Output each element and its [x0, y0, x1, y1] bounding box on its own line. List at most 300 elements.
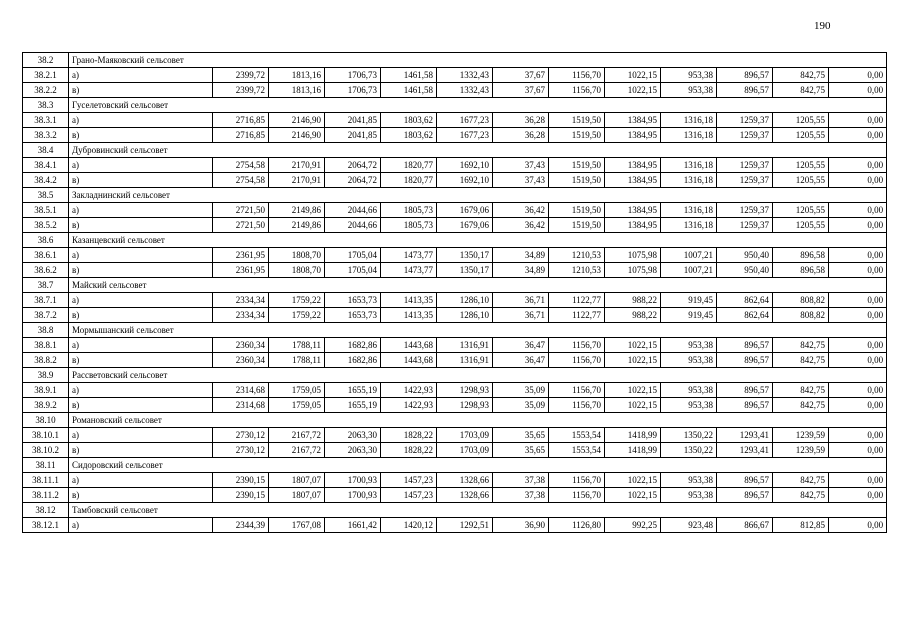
- value-cell: 1122,77: [549, 293, 605, 308]
- table-row: [23, 113, 887, 128]
- row-label: а): [69, 338, 213, 353]
- value-cell: 0,00: [829, 338, 887, 353]
- value-cell: 36,42: [493, 218, 549, 233]
- row-label: а): [69, 248, 213, 263]
- value-cell: 1384,95: [605, 218, 661, 233]
- value-cell: 1122,77: [549, 308, 605, 323]
- value-cell: 2361,95: [213, 248, 269, 263]
- section-name: Гуселетовский сельсовет: [69, 98, 887, 113]
- value-cell: 37,43: [493, 173, 549, 188]
- value-cell: 919,45: [661, 308, 717, 323]
- value-cell: 0,00: [829, 203, 887, 218]
- value-cell: 2167,72: [269, 443, 325, 458]
- value-cell: 1803,62: [381, 113, 437, 128]
- value-cell: 1384,95: [605, 158, 661, 173]
- value-cell: 842,75: [773, 83, 829, 98]
- value-cell: 1350,22: [661, 428, 717, 443]
- value-cell: 1259,37: [717, 113, 773, 128]
- value-cell: 1820,77: [381, 173, 437, 188]
- section-code: 38.10: [23, 413, 69, 428]
- table-row: [23, 128, 887, 143]
- table-row: [23, 293, 887, 308]
- value-cell: 36,90: [493, 518, 549, 533]
- value-cell: 1807,07: [269, 488, 325, 503]
- row-code: 38.8.1: [23, 338, 69, 353]
- value-cell: 1350,22: [661, 443, 717, 458]
- section-row: [23, 413, 887, 428]
- value-cell: 1156,70: [549, 398, 605, 413]
- table-row: [23, 488, 887, 503]
- value-cell: 1473,77: [381, 263, 437, 278]
- value-cell: 1461,58: [381, 83, 437, 98]
- value-cell: 842,75: [773, 383, 829, 398]
- section-row: [23, 503, 887, 518]
- value-cell: 1022,15: [605, 473, 661, 488]
- value-cell: 1553,54: [549, 428, 605, 443]
- row-label: в): [69, 218, 213, 233]
- value-cell: 1679,06: [437, 203, 493, 218]
- value-cell: 2170,91: [269, 158, 325, 173]
- value-cell: 1293,41: [717, 428, 773, 443]
- value-cell: 1022,15: [605, 338, 661, 353]
- section-code: 38.4: [23, 143, 69, 158]
- value-cell: 896,57: [717, 398, 773, 413]
- value-cell: 1328,66: [437, 488, 493, 503]
- row-label: в): [69, 128, 213, 143]
- value-cell: 1205,55: [773, 203, 829, 218]
- value-cell: 2064,72: [325, 173, 381, 188]
- value-cell: 842,75: [773, 68, 829, 83]
- value-cell: 1422,93: [381, 398, 437, 413]
- value-cell: 1682,86: [325, 338, 381, 353]
- section-code: 38.2: [23, 53, 69, 68]
- value-cell: 1661,42: [325, 518, 381, 533]
- value-cell: 896,57: [717, 473, 773, 488]
- section-code: 38.11: [23, 458, 69, 473]
- value-cell: 1286,10: [437, 308, 493, 323]
- value-cell: 1788,11: [269, 338, 325, 353]
- value-cell: 842,75: [773, 338, 829, 353]
- value-cell: 953,38: [661, 383, 717, 398]
- value-cell: 2149,86: [269, 203, 325, 218]
- row-code: 38.11.1: [23, 473, 69, 488]
- value-cell: 1420,12: [381, 518, 437, 533]
- value-cell: 842,75: [773, 473, 829, 488]
- value-cell: 1759,05: [269, 398, 325, 413]
- value-cell: 896,57: [717, 353, 773, 368]
- value-cell: 0,00: [829, 218, 887, 233]
- value-cell: 1316,18: [661, 203, 717, 218]
- value-cell: 1692,10: [437, 158, 493, 173]
- row-code: 38.9.1: [23, 383, 69, 398]
- value-cell: 1677,23: [437, 113, 493, 128]
- value-cell: 2334,34: [213, 293, 269, 308]
- value-cell: 1679,06: [437, 218, 493, 233]
- value-cell: 1413,35: [381, 293, 437, 308]
- value-cell: 1286,10: [437, 293, 493, 308]
- value-cell: 1298,93: [437, 383, 493, 398]
- value-cell: 1759,22: [269, 308, 325, 323]
- table-row: [23, 308, 887, 323]
- row-code: 38.9.2: [23, 398, 69, 413]
- row-code: 38.12.1: [23, 518, 69, 533]
- section-row: [23, 278, 887, 293]
- value-cell: 1828,22: [381, 443, 437, 458]
- table-row: [23, 383, 887, 398]
- value-cell: 1022,15: [605, 398, 661, 413]
- value-cell: 37,38: [493, 473, 549, 488]
- value-cell: 1156,70: [549, 83, 605, 98]
- value-cell: 1205,55: [773, 158, 829, 173]
- value-cell: 1519,50: [549, 158, 605, 173]
- value-cell: 1655,19: [325, 383, 381, 398]
- value-cell: 0,00: [829, 518, 887, 533]
- value-cell: 1384,95: [605, 173, 661, 188]
- value-cell: 1022,15: [605, 353, 661, 368]
- value-cell: 1022,15: [605, 383, 661, 398]
- section-code: 38.5: [23, 188, 69, 203]
- value-cell: 1316,18: [661, 218, 717, 233]
- row-code: 38.5.1: [23, 203, 69, 218]
- section-name: Сидоровский сельсовет: [69, 458, 887, 473]
- row-label: а): [69, 158, 213, 173]
- table-row: [23, 248, 887, 263]
- value-cell: 1692,10: [437, 173, 493, 188]
- row-code: 38.6.1: [23, 248, 69, 263]
- value-cell: 1461,58: [381, 68, 437, 83]
- section-name: Мормышанский сельсовет: [69, 323, 887, 338]
- value-cell: 842,75: [773, 398, 829, 413]
- value-cell: 2754,58: [213, 158, 269, 173]
- section-row: [23, 143, 887, 158]
- value-cell: 2730,12: [213, 428, 269, 443]
- value-cell: 953,38: [661, 398, 717, 413]
- table-row: [23, 473, 887, 488]
- value-cell: 34,89: [493, 248, 549, 263]
- value-cell: 1457,23: [381, 488, 437, 503]
- value-cell: 0,00: [829, 173, 887, 188]
- value-cell: 2149,86: [269, 218, 325, 233]
- value-cell: 1022,15: [605, 68, 661, 83]
- value-cell: 1519,50: [549, 113, 605, 128]
- value-cell: 0,00: [829, 308, 887, 323]
- section-code: 38.7: [23, 278, 69, 293]
- value-cell: 1259,37: [717, 158, 773, 173]
- value-cell: 1205,55: [773, 173, 829, 188]
- value-cell: 35,65: [493, 443, 549, 458]
- value-cell: 35,65: [493, 428, 549, 443]
- value-cell: 0,00: [829, 428, 887, 443]
- section-name: Грано-Маяковский сельсовет: [69, 53, 887, 68]
- value-cell: 1705,04: [325, 263, 381, 278]
- value-cell: 0,00: [829, 263, 887, 278]
- value-cell: 1700,93: [325, 473, 381, 488]
- value-cell: 1007,21: [661, 248, 717, 263]
- value-cell: 2044,66: [325, 218, 381, 233]
- value-cell: 1703,09: [437, 428, 493, 443]
- value-cell: 953,38: [661, 488, 717, 503]
- value-cell: 1350,17: [437, 263, 493, 278]
- row-code: 38.3.2: [23, 128, 69, 143]
- value-cell: 919,45: [661, 293, 717, 308]
- row-code: 38.7.2: [23, 308, 69, 323]
- value-cell: 988,22: [605, 293, 661, 308]
- value-cell: 842,75: [773, 353, 829, 368]
- row-code: 38.6.2: [23, 263, 69, 278]
- value-cell: 2390,15: [213, 488, 269, 503]
- value-cell: 1808,70: [269, 263, 325, 278]
- value-cell: 0,00: [829, 293, 887, 308]
- value-cell: 1156,70: [549, 338, 605, 353]
- value-cell: 2167,72: [269, 428, 325, 443]
- value-cell: 896,57: [717, 488, 773, 503]
- value-cell: 2041,85: [325, 113, 381, 128]
- value-cell: 1259,37: [717, 173, 773, 188]
- value-cell: 953,38: [661, 473, 717, 488]
- value-cell: 2146,90: [269, 113, 325, 128]
- value-cell: 1803,62: [381, 128, 437, 143]
- row-label: в): [69, 83, 213, 98]
- value-cell: 1805,73: [381, 203, 437, 218]
- value-cell: 0,00: [829, 248, 887, 263]
- row-label: а): [69, 293, 213, 308]
- value-cell: 842,75: [773, 488, 829, 503]
- row-label: в): [69, 353, 213, 368]
- section-row: [23, 188, 887, 203]
- value-cell: 36,42: [493, 203, 549, 218]
- value-cell: 2716,85: [213, 128, 269, 143]
- value-cell: 1156,70: [549, 473, 605, 488]
- value-cell: 1316,18: [661, 113, 717, 128]
- value-cell: 2360,34: [213, 338, 269, 353]
- value-cell: 1332,43: [437, 68, 493, 83]
- row-code: 38.7.1: [23, 293, 69, 308]
- value-cell: 37,43: [493, 158, 549, 173]
- section-name: Романовский сельсовет: [69, 413, 887, 428]
- value-cell: 1350,17: [437, 248, 493, 263]
- row-label: а): [69, 113, 213, 128]
- value-cell: 1413,35: [381, 308, 437, 323]
- value-cell: 37,67: [493, 68, 549, 83]
- value-cell: 1205,55: [773, 218, 829, 233]
- value-cell: 866,67: [717, 518, 773, 533]
- value-cell: 1422,93: [381, 383, 437, 398]
- section-name: Рассветовский сельсовет: [69, 368, 887, 383]
- value-cell: 1805,73: [381, 218, 437, 233]
- value-cell: 953,38: [661, 338, 717, 353]
- section-row: [23, 53, 887, 68]
- value-cell: 1239,59: [773, 428, 829, 443]
- value-cell: 950,40: [717, 263, 773, 278]
- value-cell: 896,57: [717, 68, 773, 83]
- value-cell: 1519,50: [549, 218, 605, 233]
- value-cell: 1210,53: [549, 263, 605, 278]
- value-cell: 2146,90: [269, 128, 325, 143]
- value-cell: 1316,91: [437, 353, 493, 368]
- value-cell: 2044,66: [325, 203, 381, 218]
- table-row: [23, 518, 887, 533]
- value-cell: 1653,73: [325, 308, 381, 323]
- value-cell: 1156,70: [549, 68, 605, 83]
- value-cell: 1332,43: [437, 83, 493, 98]
- value-cell: 1655,19: [325, 398, 381, 413]
- value-cell: 2063,30: [325, 428, 381, 443]
- value-cell: 896,57: [717, 83, 773, 98]
- value-cell: 1700,93: [325, 488, 381, 503]
- value-cell: 2399,72: [213, 83, 269, 98]
- value-cell: 1075,98: [605, 248, 661, 263]
- section-row: [23, 98, 887, 113]
- value-cell: 2064,72: [325, 158, 381, 173]
- value-cell: 1519,50: [549, 128, 605, 143]
- value-cell: 953,38: [661, 83, 717, 98]
- value-cell: 2063,30: [325, 443, 381, 458]
- row-label: в): [69, 443, 213, 458]
- table-row: [23, 263, 887, 278]
- value-cell: 862,64: [717, 293, 773, 308]
- value-cell: 1813,16: [269, 83, 325, 98]
- value-cell: 992,25: [605, 518, 661, 533]
- value-cell: 1156,70: [549, 383, 605, 398]
- value-cell: 1553,54: [549, 443, 605, 458]
- row-code: 38.8.2: [23, 353, 69, 368]
- value-cell: 1828,22: [381, 428, 437, 443]
- value-cell: 1457,23: [381, 473, 437, 488]
- value-cell: 1316,18: [661, 158, 717, 173]
- row-label: в): [69, 308, 213, 323]
- value-cell: 2721,50: [213, 218, 269, 233]
- value-cell: 1259,37: [717, 203, 773, 218]
- value-cell: 1259,37: [717, 218, 773, 233]
- row-code: 38.11.2: [23, 488, 69, 503]
- table-row: [23, 398, 887, 413]
- row-code: 38.5.2: [23, 218, 69, 233]
- value-cell: 896,58: [773, 263, 829, 278]
- value-cell: 1682,86: [325, 353, 381, 368]
- value-cell: 0,00: [829, 443, 887, 458]
- table-row: [23, 218, 887, 233]
- row-label: а): [69, 203, 213, 218]
- value-cell: 812,85: [773, 518, 829, 533]
- value-cell: 953,38: [661, 353, 717, 368]
- value-cell: 1292,51: [437, 518, 493, 533]
- value-cell: 862,64: [717, 308, 773, 323]
- value-cell: 1759,22: [269, 293, 325, 308]
- value-cell: 0,00: [829, 83, 887, 98]
- row-label: в): [69, 398, 213, 413]
- value-cell: 1259,37: [717, 128, 773, 143]
- value-cell: 1316,18: [661, 173, 717, 188]
- value-cell: 1788,11: [269, 353, 325, 368]
- value-cell: 896,57: [717, 338, 773, 353]
- value-cell: 988,22: [605, 308, 661, 323]
- row-code: 38.10.2: [23, 443, 69, 458]
- value-cell: 1759,05: [269, 383, 325, 398]
- value-cell: 2721,50: [213, 203, 269, 218]
- row-code: 38.2.2: [23, 83, 69, 98]
- value-cell: 0,00: [829, 488, 887, 503]
- value-cell: 1205,55: [773, 128, 829, 143]
- table-row: [23, 173, 887, 188]
- section-code: 38.12: [23, 503, 69, 518]
- value-cell: 808,82: [773, 293, 829, 308]
- value-cell: 2314,68: [213, 398, 269, 413]
- section-name: Майский сельсовет: [69, 278, 887, 293]
- value-cell: 1075,98: [605, 263, 661, 278]
- row-label: а): [69, 383, 213, 398]
- value-cell: 1767,08: [269, 518, 325, 533]
- value-cell: 2399,72: [213, 68, 269, 83]
- value-cell: 1706,73: [325, 83, 381, 98]
- value-cell: 1239,59: [773, 443, 829, 458]
- table-row: [23, 203, 887, 218]
- table-row: [23, 428, 887, 443]
- value-cell: 1328,66: [437, 473, 493, 488]
- value-cell: 0,00: [829, 383, 887, 398]
- table-row: [23, 83, 887, 98]
- section-code: 38.9: [23, 368, 69, 383]
- value-cell: 1205,55: [773, 113, 829, 128]
- value-cell: 2344,39: [213, 518, 269, 533]
- table-row: [23, 443, 887, 458]
- value-cell: 1210,53: [549, 248, 605, 263]
- value-cell: 0,00: [829, 68, 887, 83]
- value-cell: 1820,77: [381, 158, 437, 173]
- value-cell: 1022,15: [605, 488, 661, 503]
- value-cell: 36,28: [493, 128, 549, 143]
- value-cell: 35,09: [493, 383, 549, 398]
- row-label: а): [69, 518, 213, 533]
- row-code: 38.4.1: [23, 158, 69, 173]
- table-row: [23, 353, 887, 368]
- value-cell: 36,71: [493, 293, 549, 308]
- section-row: [23, 368, 887, 383]
- value-cell: 1126,80: [549, 518, 605, 533]
- section-code: 38.3: [23, 98, 69, 113]
- value-cell: 2716,85: [213, 113, 269, 128]
- section-name: Дубровинский сельсовет: [69, 143, 887, 158]
- value-cell: 1418,99: [605, 428, 661, 443]
- value-cell: 1156,70: [549, 353, 605, 368]
- value-cell: 1519,50: [549, 173, 605, 188]
- row-code: 38.4.2: [23, 173, 69, 188]
- section-row: [23, 323, 887, 338]
- value-cell: 2334,34: [213, 308, 269, 323]
- value-cell: 896,58: [773, 248, 829, 263]
- row-label: а): [69, 428, 213, 443]
- value-cell: 1022,15: [605, 83, 661, 98]
- value-cell: 0,00: [829, 353, 887, 368]
- row-label: в): [69, 488, 213, 503]
- value-cell: 1473,77: [381, 248, 437, 263]
- row-code: 38.10.1: [23, 428, 69, 443]
- value-cell: 1316,91: [437, 338, 493, 353]
- row-label: а): [69, 68, 213, 83]
- table-row: [23, 68, 887, 83]
- section-row: [23, 458, 887, 473]
- value-cell: 1156,70: [549, 488, 605, 503]
- value-cell: 1298,93: [437, 398, 493, 413]
- value-cell: 36,47: [493, 338, 549, 353]
- value-cell: 1316,18: [661, 128, 717, 143]
- value-cell: 896,57: [717, 383, 773, 398]
- value-cell: 36,28: [493, 113, 549, 128]
- tariff-table: [22, 52, 887, 533]
- value-cell: 808,82: [773, 308, 829, 323]
- value-cell: 34,89: [493, 263, 549, 278]
- value-cell: 1813,16: [269, 68, 325, 83]
- value-cell: 1519,50: [549, 203, 605, 218]
